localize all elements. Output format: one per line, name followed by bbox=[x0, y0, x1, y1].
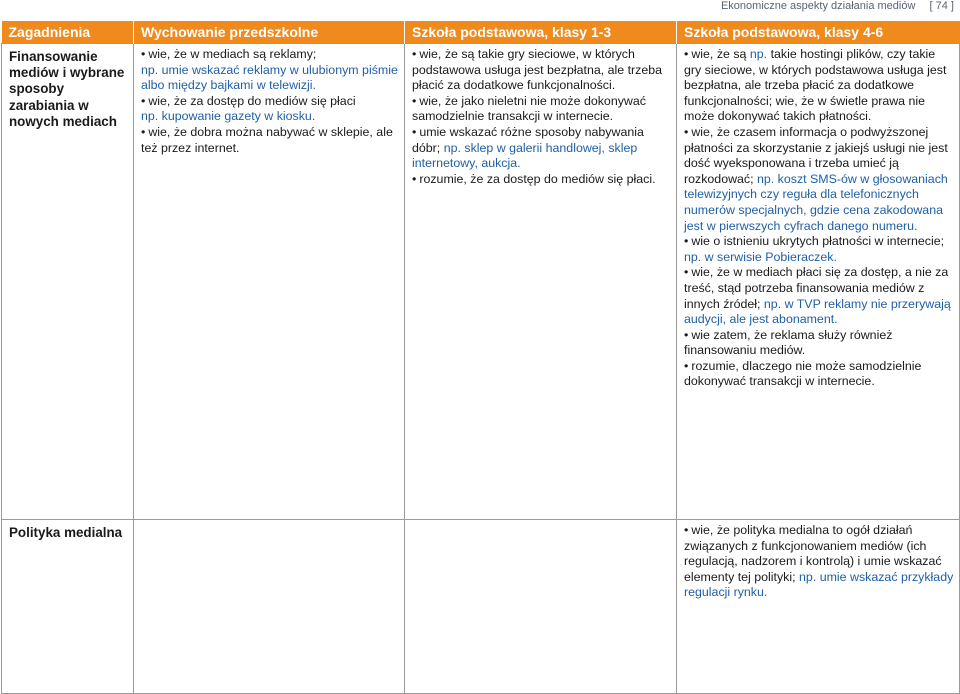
point-text: wie, że są bbox=[691, 47, 747, 61]
point-text: wie zatem, że reklama służy również finansowaniu mediów. bbox=[684, 327, 893, 358]
bullet-icon: • bbox=[684, 523, 689, 537]
list-item bbox=[684, 359, 955, 390]
cell-financing-grades-1-3 bbox=[405, 44, 677, 520]
table-row-media-policy bbox=[2, 520, 960, 694]
point-text: wie o istnieniu ukrytych płatności w internecie; bbox=[691, 234, 945, 249]
cell-policy-preschool bbox=[134, 520, 405, 694]
list-item bbox=[141, 94, 400, 125]
row-topic-media-policy: Polityka medialna bbox=[2, 520, 134, 694]
point-example: np. umie wskazać przykłady regulacji rynku. bbox=[684, 569, 954, 600]
bullet-icon: • bbox=[684, 265, 689, 280]
page-number: [ 74 ] bbox=[929, 0, 954, 12]
list-item bbox=[412, 125, 672, 172]
bullet-icon: • bbox=[412, 47, 417, 61]
bullet-icon: • bbox=[412, 171, 417, 186]
cell-policy-grades-1-3 bbox=[405, 520, 677, 694]
cell-policy-grades-4-6 bbox=[677, 520, 960, 694]
cell-financing-preschool bbox=[134, 44, 405, 520]
point-text: wie, że dobra można nabywać w sklepie, ale też przez internet. bbox=[141, 124, 393, 155]
list-item bbox=[684, 234, 955, 265]
bullet-icon: • bbox=[412, 124, 417, 139]
list-item bbox=[141, 125, 400, 156]
running-head-separator bbox=[919, 0, 925, 12]
point-text: wie, że polityka medialna to ogół działań związanych z funkcjonowaniem mediów (ich regulacją, nadzorem i kontrolą) i umie wskazać elementy tej polityki; bbox=[684, 523, 942, 584]
point-example: np. bbox=[749, 47, 768, 61]
list-item bbox=[684, 265, 955, 327]
point-example: np. umie wskazać reklamy w ulubionym piśmie albo między bajkami w telewizji. bbox=[141, 62, 398, 93]
bullet-icon: • bbox=[141, 124, 146, 139]
list-item bbox=[684, 523, 955, 601]
point-text: rozumie, dlaczego nie może samodzielnie dokonywać transakcji w internecie. bbox=[684, 358, 922, 389]
list-item bbox=[412, 172, 672, 188]
point-text: wie, że za dostęp do mediów się płaci bbox=[148, 93, 356, 108]
list-item bbox=[412, 47, 672, 94]
point-text: wie, że czasem informacja o podwyższonej płatności za skorzystanie z jakiejś usługi nie jest dość wyeksponowana i trzeba umieć ją rozkodować; bbox=[684, 124, 948, 186]
list-item bbox=[684, 47, 955, 125]
header-preschool: Wychowanie przedszkolne bbox=[134, 21, 405, 44]
header-grades-4-6: Szkoła podstawowa, klasy 4-6 bbox=[677, 21, 960, 44]
point-example: np. koszt SMS-ów w głosowaniach telewizyjnych czy reguła dla telefonicznych numerów specjalnych, gdzie cena zakodowana jest w pierwszych cyfrach danego numeru. bbox=[684, 171, 948, 233]
point-text-rest: takie hostingi plików, czy takie gry sieciowe, w których podstawowa usługa jest bezpłatna, ale trzeba płacić za dodatkowe funkcjonalności; wie, że w świetle prawa nie może dokonywać takich płatności. bbox=[684, 47, 947, 124]
list-item bbox=[684, 328, 955, 359]
cell-financing-grades-4-6 bbox=[677, 44, 960, 520]
point-example: np. sklep w galerii handlowej, sklep internetowy, aukcja. bbox=[412, 140, 638, 171]
point-text: wie, że w mediach płaci się za dostęp, a nie za treść, stąd potrzeba finansowania mediów z innych źródeł; bbox=[684, 265, 949, 311]
list-item bbox=[141, 47, 400, 94]
bullet-icon: • bbox=[684, 47, 689, 61]
bullet-icon: • bbox=[684, 327, 689, 342]
bullet-icon: • bbox=[684, 124, 689, 139]
point-text: umie wskazać różne sposoby nabywania dóbr; bbox=[412, 124, 644, 155]
point-example: np. w serwisie Pobieraczek. bbox=[684, 249, 837, 264]
list-item bbox=[412, 94, 672, 125]
bullet-icon: • bbox=[684, 358, 689, 373]
point-text: rozumie, że za dostęp do mediów się płaci. bbox=[419, 171, 656, 186]
point-text: wie, że jako nieletni nie może dokonywać samodzielnie transakcji w internecie. bbox=[412, 93, 646, 124]
row-topic-financing: Finansowanie mediów i wybrane sposoby zarabiania w nowych mediach bbox=[2, 44, 134, 520]
curriculum-table bbox=[1, 21, 960, 694]
header-grades-1-3: Szkoła podstawowa, klasy 1-3 bbox=[405, 21, 677, 44]
running-head bbox=[721, 0, 954, 14]
running-head-title: Ekonomiczne aspekty działania mediów bbox=[720, 0, 916, 12]
point-text: wie, że w mediach są reklamy; bbox=[148, 47, 317, 61]
bullet-icon: • bbox=[141, 93, 146, 108]
bullet-icon: • bbox=[141, 47, 146, 61]
point-text: wie, że są takie gry sieciowe, w których podstawowa usługa jest bezpłatna, ale trzeba płacić za dodatkowe funkcjonalności. bbox=[412, 47, 663, 93]
point-example: np. w TVP reklamy nie przerywają audycji, ale jest abonament. bbox=[684, 296, 951, 327]
header-topics: Zagadnienia bbox=[2, 21, 134, 44]
table-header-row bbox=[2, 21, 960, 44]
bullet-icon: • bbox=[412, 93, 417, 108]
point-example: np. kupowanie gazety w kiosku. bbox=[141, 109, 316, 124]
table-row-financing bbox=[2, 44, 960, 520]
bullet-icon: • bbox=[684, 234, 689, 249]
list-item bbox=[684, 125, 955, 234]
